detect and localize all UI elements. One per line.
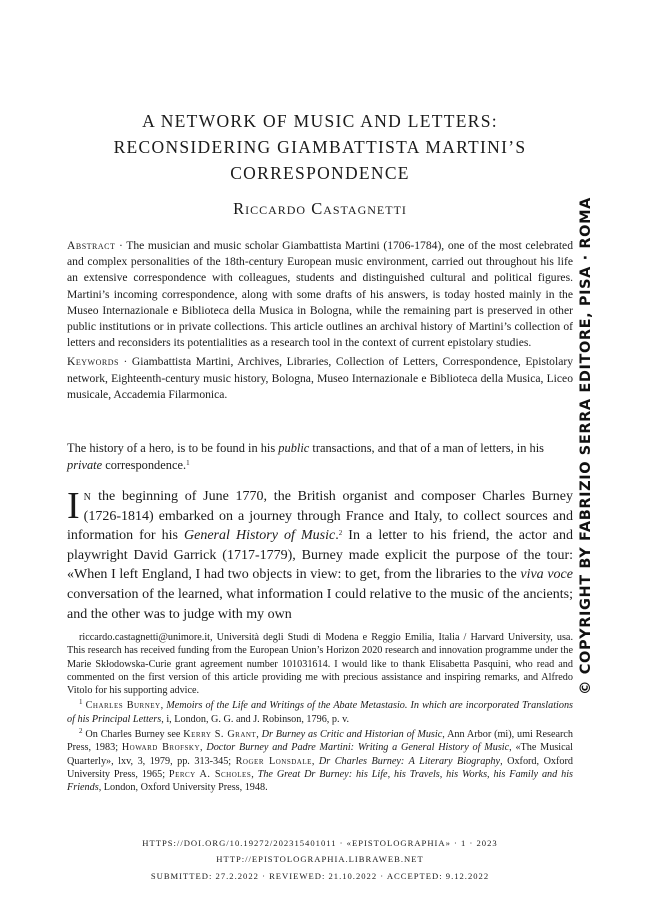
keywords-label: Keywords — [67, 355, 119, 369]
footnote-number: 1 — [79, 698, 83, 707]
author-name: Riccardo Castagnetti — [233, 199, 407, 218]
footnote-text: , Ann Arbor (mi), umi Research Press, 1983; — [67, 729, 574, 754]
epigraph-text: transactions, and that of a man of letters, in his — [309, 441, 544, 455]
copyright-text: © COPYRIGHT BY FABRIZIO SERRA EDITORE, PISA · ROMA — [578, 197, 594, 695]
title-line-3: CORRESPONDENCE — [230, 163, 410, 183]
footnote-number: 2 — [79, 727, 83, 736]
title-line-1: A NETWORK OF MUSIC AND LETTERS: — [142, 111, 498, 131]
footnote-text: , «The Musical Quarterly», lxv, 3, 1979, pp. 313-345; — [67, 742, 573, 767]
footnote-title: Memoirs of the Life and Writings of the Abate Metastasio. In which are incorporated Translations of his Principal Letters — [67, 700, 574, 725]
body-text — [67, 487, 573, 624]
footnote-ref-2[interactable]: 2 — [338, 529, 343, 538]
footnote-text: On Charles Burney see — [85, 729, 184, 741]
footnote-title: The Great Dr Burney: his Life, his Travels, his Works, his Family and his Friends — [67, 768, 573, 794]
footnote-title: Dr Charles Burney: A Literary Biography — [318, 755, 501, 767]
abstract-separator: · — [115, 239, 127, 252]
first-word-rest: n — [83, 489, 92, 504]
footnote-ref-1[interactable]: 1 — [186, 458, 190, 467]
body-paragraph — [67, 487, 573, 624]
abstract-label: Abstract — [67, 239, 116, 252]
epigraph-emphasis: private — [67, 457, 103, 472]
footnote-text: , Oxford, Oxford University Press, 1965; — [67, 755, 573, 780]
keywords-text: Giambattista Martini, Archives, Libraries, Collection of Letters, Correspondence, Epistolary network, Eighteenth-century music history, Bologna, Museo Internazionale e Biblioteca della Musica, Liceo musicale, Accademia Filarmonica. — [67, 355, 573, 401]
footnote-author: Kerry S. Grant — [183, 729, 257, 741]
article-title — [67, 108, 573, 186]
drop-cap: I — [67, 485, 80, 527]
body-text-run: conversation of the learned, what information I could relative to the music of the ancients; and the other was to judge with my own — [67, 586, 573, 622]
article-page — [67, 0, 573, 922]
body-text-run: In a letter to his friend, the actor and playwright David Garrick (1717-1779), Burney made explicit the purpose of the tour: «When I left England, I had two objects in view: to get, from the libraries to the — [67, 528, 573, 583]
copyright-notice — [571, 197, 601, 695]
keywords-separator: · — [118, 355, 132, 369]
footnote-1: $^1$ Charles Burney, Memoirs of the Life and Writings of the Abate Metastasio. In which are incorporated Translations of his Principal Letters, i, London, G. G. and J. Robinson, 1796, p. v. — [67, 698, 574, 725]
title-line-2: RECONSIDERING GIAMBATTISTA MARTINI’S — [113, 137, 527, 157]
footnote-title: Dr Burney as Critic and Historian of Music — [261, 729, 443, 741]
footnotes — [67, 631, 573, 797]
body-text-run: . — [335, 528, 339, 544]
abstract-section — [67, 238, 573, 403]
epigraph-text: correspondence. — [102, 457, 187, 472]
body-emphasis: General History of Music — [184, 528, 336, 544]
footnote-author: Howard Brofsky — [121, 742, 201, 754]
footer-doi[interactable]: HTTPS://DOI.ORG/10.19272/202315401011 · «EPISTOLOGRAPHIA» · 1 · 2023 — [142, 838, 498, 848]
epigraph — [67, 440, 573, 473]
epigraph-text: The history of a hero, is to be found in his — [67, 441, 279, 455]
footer-dates: SUBMITTED: 27.2.2022 · REVIEWED: 21.10.2022 · ACCEPTED: 9.12.2022 — [150, 871, 490, 881]
footer-url[interactable]: HTTP://EPISTOLOGRAPHIA.LIBRAWEB.NET — [216, 854, 424, 864]
abstract-paragraph — [67, 238, 573, 351]
epigraph-emphasis: public — [278, 441, 310, 455]
footnote-text: , London, Oxford University Press, 1948. — [98, 782, 268, 794]
footnote-title: Doctor Burney and Padre Martini: Writing a General History of Music — [206, 742, 510, 754]
footnote-author: Charles Burney — [85, 700, 161, 712]
footnote-text: , i, London, G. G. and J. Robinson, 1796, p. v. — [161, 713, 350, 725]
keywords-paragraph — [67, 354, 573, 403]
footnote-2: $^2$ On Charles Burney see Kerry S. Grant, Dr Burney as Critic and Historian of Music, Ann Arbor (mi), umi Research Press, 1983; Howard Brofsky, Doctor Burney and Padre Martini: Writing a General History of Music, «The Musical Quarterly», lxv, 3, 1979, pp. 313-345; Roger Lonsdale, Dr Charles Burney: A Literary Biography, Oxford, Oxford University Press, 1965; Percy A. Scholes, The Great Dr Burney: his Life, his Travels, his Works, his Family and his Friends, London, Oxford University Press, 1948. — [67, 727, 574, 794]
body-emphasis: viva voce — [520, 567, 573, 583]
abstract-text: The musician and music scholar Giambattista Martini (1706-1784), one of the most celebrated and complex personalities of the 18th-century European music environment, carried out throughout his life an extensive correspondence with colleagues, students and distinguished cultural and political figures. Martini’s incoming correspondence, along with some drafts of his answers, is today hosted mainly in the Museo Internazionale e Biblioteca della Musica in Bologna, while the remaining part is preserved in other public institutions or in private collections. This article outlines an archival history of Martini’s collection of letters and reconsiders its potentialities as a research tool in the context of current epistolary studies. — [67, 239, 573, 350]
body-text-run: the beginning of June 1770, the British organist and composer Charles Burney (1726-1814) embarked on a journey through France and Italy, to collect sources and information for his — [67, 489, 573, 544]
footnote-author: Percy A. Scholes — [168, 768, 252, 780]
footnote-author: Roger Lonsdale — [235, 755, 312, 767]
affiliation-note: riccardo.castagnetti@unimore.it, Università degli Studi di Modena e Reggio Emilia, Italia / Harvard University, usa. This research has received funding from the European Union’s Horizon 2020 research and innovation programme under the Marie Skłodowska-Curie grant agreement number 101031614. I would like to thank Elisabetta Pasquini, who read and commented on the first version of this article providing me with precious assistance and inspiring remarks, and Alfredo Vitolo for his supporting advice. — [67, 632, 573, 697]
